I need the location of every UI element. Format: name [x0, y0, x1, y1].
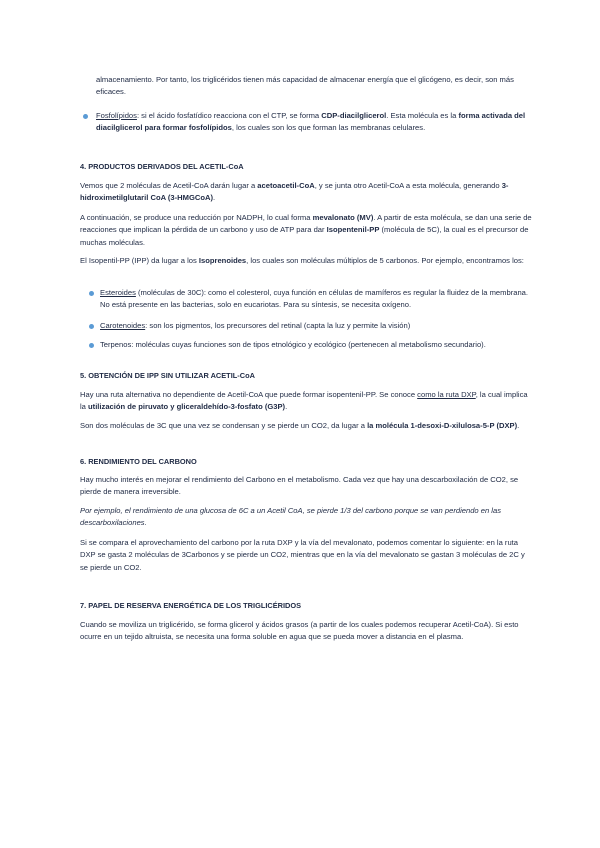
paragraph-acetoacetil: Vemos que 2 moléculas de Acetil-CoA darán lugar a acetoacetil-CoA, y se junta otro Acetil-CoA a esta molécula, generando 3-hidroximetilglutaril CoA (3-HMGCoA). [80, 181, 509, 203]
term-carotenoides: Carotenoides [100, 321, 146, 330]
paragraph-dxp-molecula: Son dos moléculas de 3C que una vez se condensan y se pierde un CO2, da lugar a la molécula 1-desoxi-D-xilulosa-5-P (DXP). [80, 421, 520, 430]
bullet-terpenos: Terpenos: moléculas cuyas funciones son de tipos etnológico y ecológico (pertenecen al metabolismo secundario). [100, 340, 486, 349]
term-esteroides: Esteroides [100, 288, 136, 297]
bullet-dot [83, 114, 88, 119]
heading-section-7: 7. PAPEL DE RESERVA ENERGÉTICA DE LOS TRIGLICÉRIDOS [80, 601, 302, 610]
paragraph-almacenamiento: almacenamiento. Por tanto, los triglicéridos tienen más capacidad de almacenar energía que el glicógeno, es decir, son más eficaces. [96, 75, 514, 97]
paragraph-trigliceridos: Cuando se moviliza un triglicérido, se forma glicerol y ácidos grasos (a partir de los cuales podemos recuperar Acetil-CoA). Si esto ocurre en un tejido altruista, se necesita una forma soluble en agua que se pueda mover a distancia en el plasma. [80, 620, 519, 642]
paragraph-isoprenoides: El Isopentil-PP (IPP) da lugar a los Isoprenoides, los cuales son moléculas múltiplos de 5 carbonos. Por ejemplo, encontramos los: [80, 256, 524, 265]
heading-section-6: 6. RENDIMIENTO DEL CARBONO [80, 457, 197, 466]
bullet-carotenoides: Carotenoides: son los pigmentos, los precursores del retinal (capta la luz y permite la visión) [100, 321, 411, 330]
bullet-dot [89, 343, 94, 348]
bullet-dot [89, 291, 94, 296]
paragraph-ejemplo-glucosa: Por ejemplo, el rendimiento de una glucosa de 6C a un Acetil CoA, se pierde 1/3 del carbono porque se van perdiendo en las descarboxilaciones. [80, 506, 502, 528]
bullet-dot [89, 324, 94, 329]
paragraph-comparacion: Si se compara el aprovechamiento del carbono por la ruta DXP y la vía del mevalonato, podemos comentar lo siguiente: en la ruta DXP se gasta 2 moléculas de 3Carbonos y se pierde un CO2, mientras que en la vía del mevalonato se gastan 3 moléculas de 2C y se pierde un CO2. [80, 538, 525, 572]
heading-section-5: 5. OBTENCIÓN DE IPP SIN UTILIZAR ACETIL-CoA [80, 371, 255, 380]
heading-section-4: 4. PRODUCTOS DERIVADOS DEL ACETIL-CoA [80, 162, 244, 171]
bullet-esteroides: Esteroides (moléculas de 30C): como el colesterol, cuya función en células de mamíferos es regular la fluidez de la membrana. No está presente en las bacterias, solo en eucariotas. Para su síntesis, se necesita oxígeno. [100, 288, 529, 310]
term-fosfolipidos: Fosfolípidos [96, 111, 137, 120]
paragraph-ruta-dxp: Hay una ruta alternativa no dependiente de Acetil-CoA que puede formar isopentenil-PP. Se conoce como la ruta DXP, la cual implica la utilización de piruvato y gliceraldehído-3-fosfato (G3P). [80, 390, 528, 412]
paragraph-mevalonato: A continuación, se produce una reducción por NADPH, lo cual forma mevalonato (MV). A partir de esta molécula, se dan una serie de reacciones que implican la pérdida de un carbono y uso de ATP para dar Isopentenil-PP (molécula de 5C), la cual es el precursor de muchas moléculas. [80, 213, 532, 247]
paragraph-rendimiento: Hay mucho interés en mejorar el rendimiento del Carbono en el metabolismo. Cada vez que hay una descarboxilación de CO2, se pierde de manera irreversible. [80, 475, 519, 497]
bullet-fosfolipidos: Fosfolípidos: si el ácido fosfatídico reacciona con el CTP, se forma CDP-diacilglicerol. Esta molécula es la forma activada del diacilglicerol para formar fosfolípidos, los cuales son los que forman las membranas celulares. [96, 111, 526, 133]
